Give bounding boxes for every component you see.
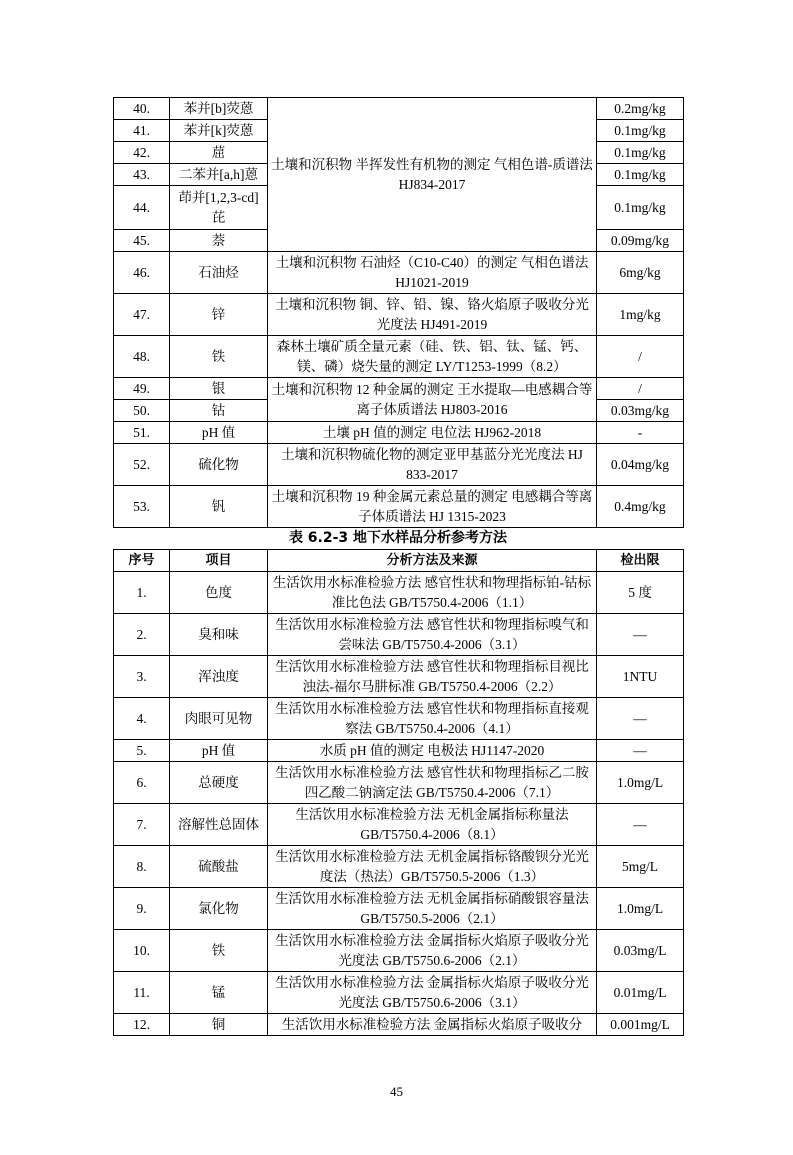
detection-limit: 0.2mg/kg	[597, 98, 684, 120]
method-cell-merged: 土壤和沉积物 12 种金属的测定 王水提取—电感耦合等离子体质谱法 HJ803-2016	[268, 378, 597, 422]
analysis-method: 土壤和沉积物硫化物的测定亚甲基蓝分光光度法 HJ 833-2017	[268, 444, 597, 486]
header-item: 项目	[170, 550, 268, 572]
item-name: 石油烃	[170, 252, 268, 294]
table-row	[114, 444, 684, 486]
analysis-method: 土壤和沉积物 石油烃（C10-C40）的测定 气相色谱法 HJ1021-2019	[268, 252, 597, 294]
row-number: 2.	[114, 614, 170, 656]
detection-limit: 1.0mg/L	[597, 888, 684, 930]
detection-limit: 1NTU	[597, 656, 684, 698]
detection-limit: 0.03mg/L	[597, 930, 684, 972]
detection-limit: 0.001mg/L	[597, 1014, 684, 1036]
analysis-method: 土壤 pH 值的测定 电位法 HJ962-2018	[268, 422, 597, 444]
table-row	[114, 486, 684, 528]
item-name: 䓛	[170, 142, 268, 164]
row-number: 43.	[114, 164, 170, 186]
table-row	[114, 572, 684, 614]
table-row	[114, 336, 684, 378]
item-name: 二苯并[a,h]蒽	[170, 164, 268, 186]
table-row	[114, 930, 684, 972]
analysis-method: 生活饮用水标准检验方法 感官性状和物理指标铂-钴标准比色法 GB/T5750.4-2006（1.1）	[268, 572, 597, 614]
table-row	[114, 422, 684, 444]
row-number: 42.	[114, 142, 170, 164]
analysis-method: 生活饮用水标准检验方法 无机金属指标铬酸钡分光光度法（热法）GB/T5750.5-2006（1.3）	[268, 846, 597, 888]
item-name: 色度	[170, 572, 268, 614]
row-number: 48.	[114, 336, 170, 378]
analysis-method: 土壤和沉积物 铜、锌、铅、镍、铬火焰原子吸收分光光度法 HJ491-2019	[268, 294, 597, 336]
row-number: 4.	[114, 698, 170, 740]
row-number: 40.	[114, 98, 170, 120]
detection-limit: —	[597, 804, 684, 846]
analysis-method: 生活饮用水标准检验方法 金属指标火焰原子吸收分光光度法 GB/T5750.6-2006（2.1）	[268, 930, 597, 972]
row-number: 45.	[114, 230, 170, 252]
detection-limit: —	[597, 698, 684, 740]
analysis-method: 生活饮用水标准检验方法 感官性状和物理指标目视比浊法-福尔马肼标准 GB/T5750.4-2006（2.2）	[268, 656, 597, 698]
method-cell-merged: 土壤和沉积物 半挥发性有机物的测定 气相色谱-质谱法 HJ834-2017	[268, 98, 597, 252]
item-name: 浑浊度	[170, 656, 268, 698]
row-number: 9.	[114, 888, 170, 930]
detection-limit: -	[597, 422, 684, 444]
page-number: 45	[390, 1084, 403, 1099]
row-number: 52.	[114, 444, 170, 486]
row-number: 49.	[114, 378, 170, 400]
detection-limit: —	[597, 740, 684, 762]
detection-limit: 0.04mg/kg	[597, 444, 684, 486]
header-method: 分析方法及来源	[268, 550, 597, 572]
item-name: 茚并[1,2,3-cd]芘	[170, 186, 268, 230]
table-row	[114, 740, 684, 762]
row-number: 53.	[114, 486, 170, 528]
table-row	[114, 846, 684, 888]
detection-limit: 0.01mg/L	[597, 972, 684, 1014]
detection-limit: 1mg/kg	[597, 294, 684, 336]
table-row	[114, 1014, 684, 1036]
table-row	[114, 698, 684, 740]
item-name: 氯化物	[170, 888, 268, 930]
item-name: 铜	[170, 1014, 268, 1036]
detection-limit: 0.1mg/kg	[597, 164, 684, 186]
item-name: 苯并[b]荧蒽	[170, 98, 268, 120]
table-row	[114, 98, 684, 120]
row-number: 51.	[114, 422, 170, 444]
detection-limit: /	[597, 336, 684, 378]
detection-limit: —	[597, 614, 684, 656]
detection-limit: 5 度	[597, 572, 684, 614]
analysis-method: 生活饮用水标准检验方法 无机金属指标硝酸银容量法 GB/T5750.5-2006（2.1）	[268, 888, 597, 930]
groundwater-method-table	[113, 549, 684, 1036]
detection-limit: 0.4mg/kg	[597, 486, 684, 528]
analysis-method: 生活饮用水标准检验方法 金属指标火焰原子吸收分光光度法 GB/T5750.6-2006（3.1）	[268, 972, 597, 1014]
item-name: 钒	[170, 486, 268, 528]
item-name: 铁	[170, 930, 268, 972]
item-name: 硫酸盐	[170, 846, 268, 888]
row-number: 5.	[114, 740, 170, 762]
detection-limit: 0.03mg/kg	[597, 400, 684, 422]
row-number: 44.	[114, 186, 170, 230]
soil-method-table	[113, 97, 684, 528]
header-limit: 检出限	[597, 550, 684, 572]
item-name: 锰	[170, 972, 268, 1014]
analysis-method: 森林土壤矿质全量元素（硅、铁、铝、钛、锰、钙、镁、磷）烧失量的测定 LY/T1253-1999（8.2）	[268, 336, 597, 378]
row-number: 50.	[114, 400, 170, 422]
row-number: 7.	[114, 804, 170, 846]
detection-limit: 1.0mg/L	[597, 762, 684, 804]
detection-limit: 5mg/L	[597, 846, 684, 888]
analysis-method: 生活饮用水标准检验方法 感官性状和物理指标嗅气和尝味法 GB/T5750.4-2006（3.1）	[268, 614, 597, 656]
analysis-method: 生活饮用水标准检验方法 感官性状和物理指标直接观察法 GB/T5750.4-2006（4.1）	[268, 698, 597, 740]
detection-limit: 0.1mg/kg	[597, 120, 684, 142]
item-name: 苯并[k]荧蒽	[170, 120, 268, 142]
analysis-method: 水质 pH 值的测定 电极法 HJ1147-2020	[268, 740, 597, 762]
item-name: 总硬度	[170, 762, 268, 804]
table-row	[114, 656, 684, 698]
row-number: 1.	[114, 572, 170, 614]
item-name: 铁	[170, 336, 268, 378]
table-row	[114, 804, 684, 846]
item-name: 锌	[170, 294, 268, 336]
header-number: 序号	[114, 550, 170, 572]
row-number: 6.	[114, 762, 170, 804]
row-number: 46.	[114, 252, 170, 294]
row-number: 41.	[114, 120, 170, 142]
row-number: 3.	[114, 656, 170, 698]
item-name: 臭和味	[170, 614, 268, 656]
table-row	[114, 888, 684, 930]
detection-limit: /	[597, 378, 684, 400]
table-caption: 表 6.2-3 地下水样品分析参考方法	[288, 530, 508, 546]
row-number: 8.	[114, 846, 170, 888]
item-name: 银	[170, 378, 268, 400]
row-number: 47.	[114, 294, 170, 336]
item-name: 钴	[170, 400, 268, 422]
row-number: 11.	[114, 972, 170, 1014]
analysis-method: 生活饮用水标准检验方法 无机金属指标称量法 GB/T5750.4-2006（8.1）	[268, 804, 597, 846]
row-number: 12.	[114, 1014, 170, 1036]
detection-limit: 0.1mg/kg	[597, 186, 684, 230]
table-row	[114, 294, 684, 336]
item-name: pH 值	[170, 422, 268, 444]
table-row	[114, 378, 684, 400]
detection-limit: 6mg/kg	[597, 252, 684, 294]
analysis-method: 土壤和沉积物 19 种金属元素总量的测定 电感耦合等离子体质谱法 HJ 1315-2023	[268, 486, 597, 528]
item-name: pH 值	[170, 740, 268, 762]
table-row	[114, 972, 684, 1014]
table-row	[114, 762, 684, 804]
table-header-row	[114, 550, 684, 572]
analysis-method: 生活饮用水标准检验方法 感官性状和物理指标乙二胺四乙酸二钠滴定法 GB/T5750.4-2006（7.1）	[268, 762, 597, 804]
detection-limit: 0.09mg/kg	[597, 230, 684, 252]
item-name: 萘	[170, 230, 268, 252]
table-row	[114, 252, 684, 294]
item-name: 溶解性总固体	[170, 804, 268, 846]
detection-limit: 0.1mg/kg	[597, 142, 684, 164]
analysis-method: 生活饮用水标准检验方法 金属指标火焰原子吸收分	[268, 1014, 597, 1036]
table-row	[114, 614, 684, 656]
row-number: 10.	[114, 930, 170, 972]
item-name: 肉眼可见物	[170, 698, 268, 740]
item-name: 硫化物	[170, 444, 268, 486]
